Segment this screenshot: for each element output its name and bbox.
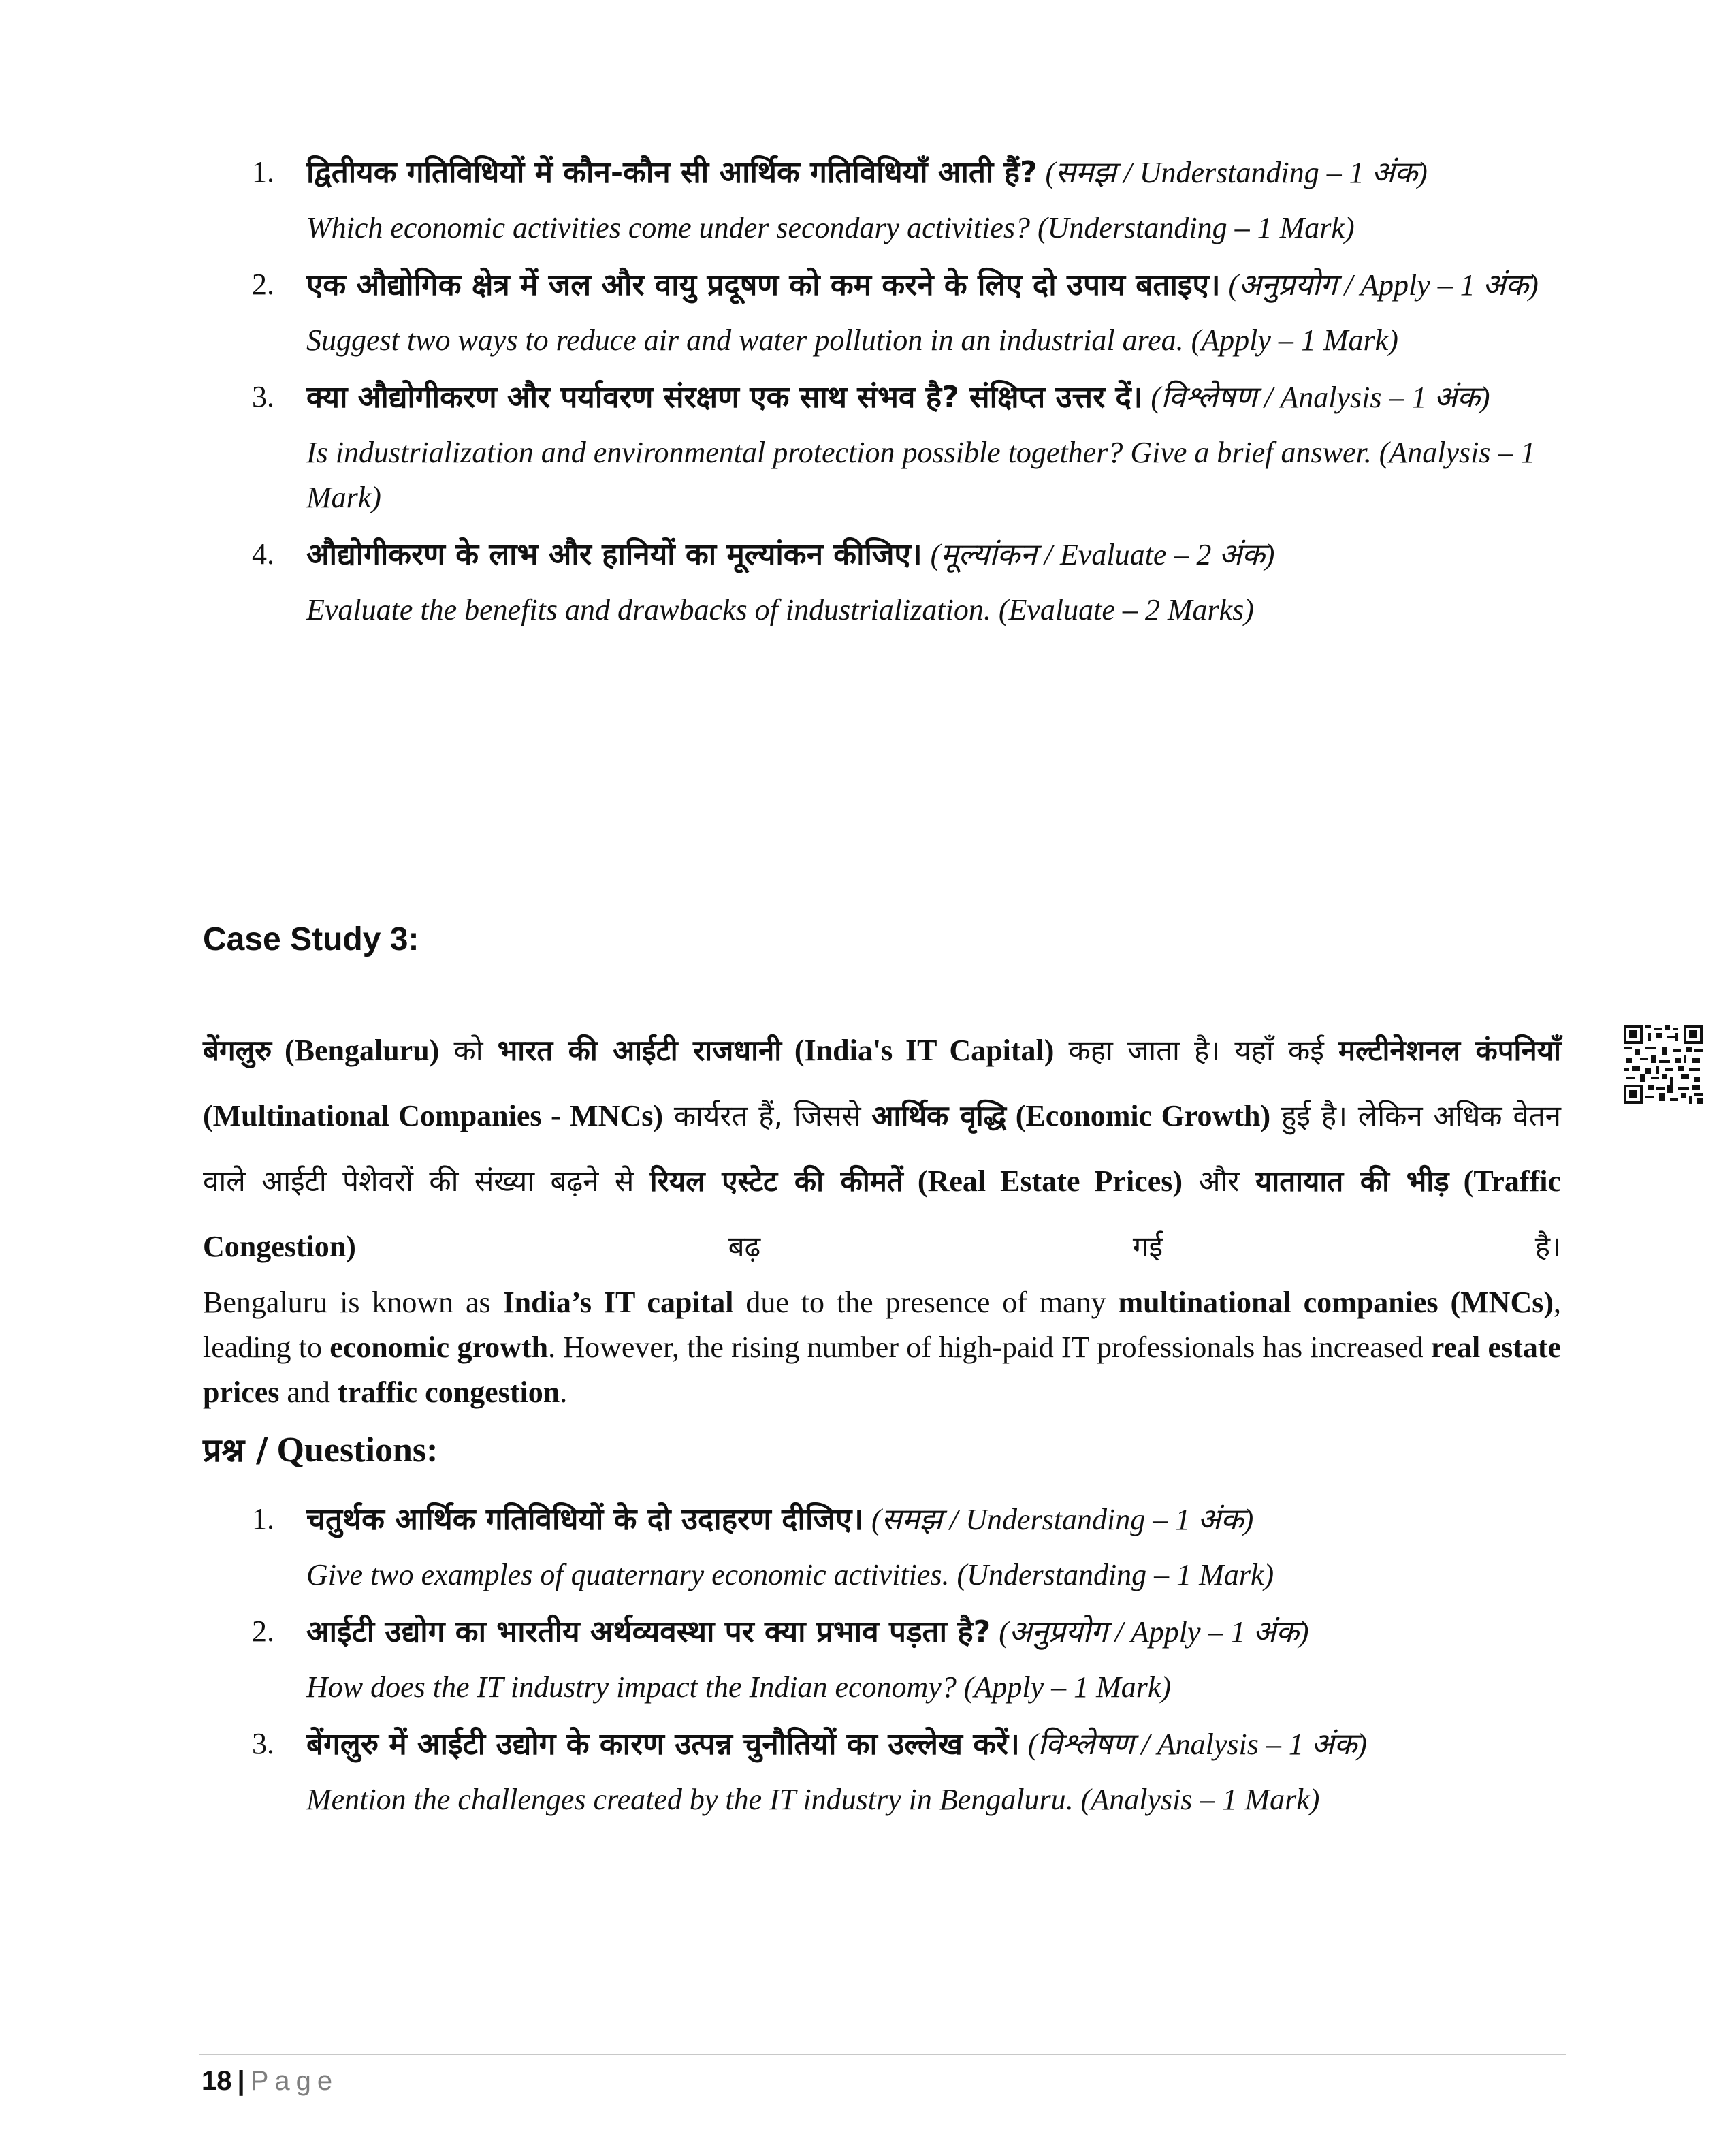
hindi-bold-term: यातायात की भीड़ <box>1255 1164 1449 1198</box>
question-level: (विश्लेषण / Analysis – 1 अंक) <box>1151 381 1490 414</box>
english-bold-term: (Real Estate Prices) <box>903 1164 1183 1198</box>
question-number: 1. <box>252 155 274 189</box>
question-list-1 <box>252 140 1566 634</box>
question-item <box>252 140 1566 251</box>
question-item <box>252 1487 1566 1598</box>
questions-heading-hindi: प्रश्न / <box>203 1431 268 1469</box>
page-label: Page <box>250 2066 339 2096</box>
question-number: 1. <box>252 1502 274 1536</box>
hindi-text: कहा जाता है। यहाँ कई <box>1054 1034 1338 1067</box>
english-bold-term: (Economic Growth) <box>1015 1099 1271 1132</box>
question-item <box>252 364 1566 520</box>
qr-code-icon <box>1624 1025 1703 1104</box>
english-text: and <box>279 1376 338 1409</box>
case-study-hindi-paragraph <box>203 1018 1561 1280</box>
question-number: 2. <box>252 268 274 301</box>
question-english: Evaluate the benefits and drawbacks of industrialization. (Evaluate – 2 Marks) <box>306 593 1254 626</box>
question-hindi-text: चतुर्थक आर्थिक गतिविधियों के दो उदाहरण दीजिए। <box>306 1502 863 1537</box>
english-bold-term: India’s IT capital <box>502 1286 734 1319</box>
question-english: Which economic activities come under secondary activities? (Understanding – 1 Mark) <box>306 211 1355 244</box>
english-text: . <box>560 1376 568 1409</box>
hindi-text: और <box>1183 1164 1255 1198</box>
question-item <box>252 522 1566 633</box>
hindi-text: कार्यरत हैं, जिससे <box>663 1099 872 1132</box>
hindi-text: बढ़ गई है। <box>355 1230 1561 1263</box>
footer-separator: | <box>237 2066 245 2096</box>
hindi-bold-term: आर्थिक वृद्धि <box>871 1099 1007 1132</box>
question-number: 2. <box>252 1615 274 1648</box>
question-hindi-text: क्या औद्योगीकरण और पर्यावरण संरक्षण एक साथ संभव है? संक्षिप्त उत्तर दें। <box>306 380 1143 415</box>
question-level: (समझ / Understanding – 1 अंक) <box>1045 156 1428 189</box>
question-number: 4. <box>252 537 274 571</box>
question-hindi-text: बेंगलुरु में आईटी उद्योग के कारण उत्पन्न चुनौतियों का उल्लेख करें। <box>306 1727 1020 1762</box>
english-bold-term: real estate prices <box>203 1331 1561 1409</box>
english-bold-term: (India's IT Capital) <box>782 1034 1055 1067</box>
footer-divider <box>199 2054 1566 2055</box>
question-item <box>252 252 1566 363</box>
question-hindi <box>306 522 1566 588</box>
question-english: Is industrialization and environmental protection possible together? Give a brief answer. (Analysis – 1 Mark) <box>306 436 1536 514</box>
english-bold-term: (Multinational Companies - MNCs) <box>203 1099 663 1132</box>
question-english: Suggest two ways to reduce air and water pollution in an industrial area. (Apply – 1 Mark) <box>306 323 1398 357</box>
question-english: How does the IT industry impact the Indian economy? (Apply – 1 Mark) <box>306 1670 1172 1704</box>
english-bold-term: traffic congestion <box>337 1376 560 1409</box>
question-hindi-text: एक औद्योगिक क्षेत्र में जल और वायु प्रदूषण को कम करने के लिए दो उपाय बताइए। <box>306 268 1221 302</box>
question-hindi <box>306 364 1566 430</box>
case-study-title: Case Study 3: <box>203 921 419 957</box>
hindi-bold-term: मल्टीनेशनल कंपनियाँ <box>1338 1034 1561 1067</box>
question-level: (विश्लेषण / Analysis – 1 अंक) <box>1027 1728 1367 1761</box>
english-text: , leading to <box>203 1286 1561 1364</box>
question-hindi-text: द्वितीयक गतिविधियों में कौन-कौन सी आर्थिक गतिविधियाँ आती हैं? <box>306 155 1038 190</box>
question-level: (समझ / Understanding – 1 अंक) <box>871 1503 1254 1536</box>
question-level: (अनुप्रयोग / Apply – 1 अंक) <box>1228 268 1539 302</box>
english-text: due to the presence of many <box>733 1286 1119 1319</box>
question-level: (मूल्यांकन / Evaluate – 2 अंक) <box>930 538 1275 571</box>
hindi-text: को <box>439 1034 498 1067</box>
question-level: (अनुप्रयोग / Apply – 1 अंक) <box>999 1615 1309 1649</box>
question-hindi <box>306 1711 1566 1777</box>
question-item <box>252 1711 1566 1822</box>
hindi-bold-term: रियल एस्टेट की कीमतें <box>649 1164 903 1198</box>
english-text: . However, the rising number of high-paid IT professionals has increased <box>548 1331 1431 1364</box>
question-hindi <box>306 252 1566 318</box>
question-number: 3. <box>252 1727 274 1760</box>
english-bold-term: (Bengaluru) <box>272 1034 440 1067</box>
english-bold-term: multinational companies (MNCs) <box>1118 1286 1554 1319</box>
question-list-2 <box>252 1487 1566 1824</box>
case-study-english-paragraph <box>203 1280 1561 1415</box>
question-hindi-text: औद्योगीकरण के लाभ और हानियों का मूल्यांकन कीजिए। <box>306 537 922 572</box>
hindi-text: हुई है। लेकिन अधिक वेतन वाले आईटी पेशेवरों की संख्या बढ़ने से <box>203 1099 1561 1198</box>
english-bold-term: economic growth <box>329 1331 549 1364</box>
hindi-bold-term: बेंगलुरु <box>203 1034 272 1067</box>
question-number: 3. <box>252 380 274 413</box>
question-hindi-text: आईटी उद्योग का भारतीय अर्थव्यवस्था पर क्या प्रभाव पड़ता है? <box>306 1615 991 1649</box>
questions-heading <box>203 1423 438 1478</box>
question-english: Mention the challenges created by the IT industry in Bengaluru. (Analysis – 1 Mark) <box>306 1783 1320 1816</box>
question-hindi <box>306 1599 1566 1665</box>
questions-heading-english: Questions: <box>268 1431 438 1469</box>
page-footer <box>202 2062 338 2100</box>
question-english: Give two examples of quaternary economic activities. (Understanding – 1 Mark) <box>306 1558 1274 1591</box>
question-item <box>252 1599 1566 1710</box>
question-hindi <box>306 140 1566 206</box>
english-text: Bengaluru is known as <box>203 1286 503 1319</box>
question-hindi <box>306 1487 1566 1553</box>
page-number: 18 <box>202 2066 232 2096</box>
english-bold-term: (Traffic Congestion) <box>203 1164 1561 1263</box>
hindi-bold-term: भारत की आईटी राजधानी <box>497 1034 782 1067</box>
